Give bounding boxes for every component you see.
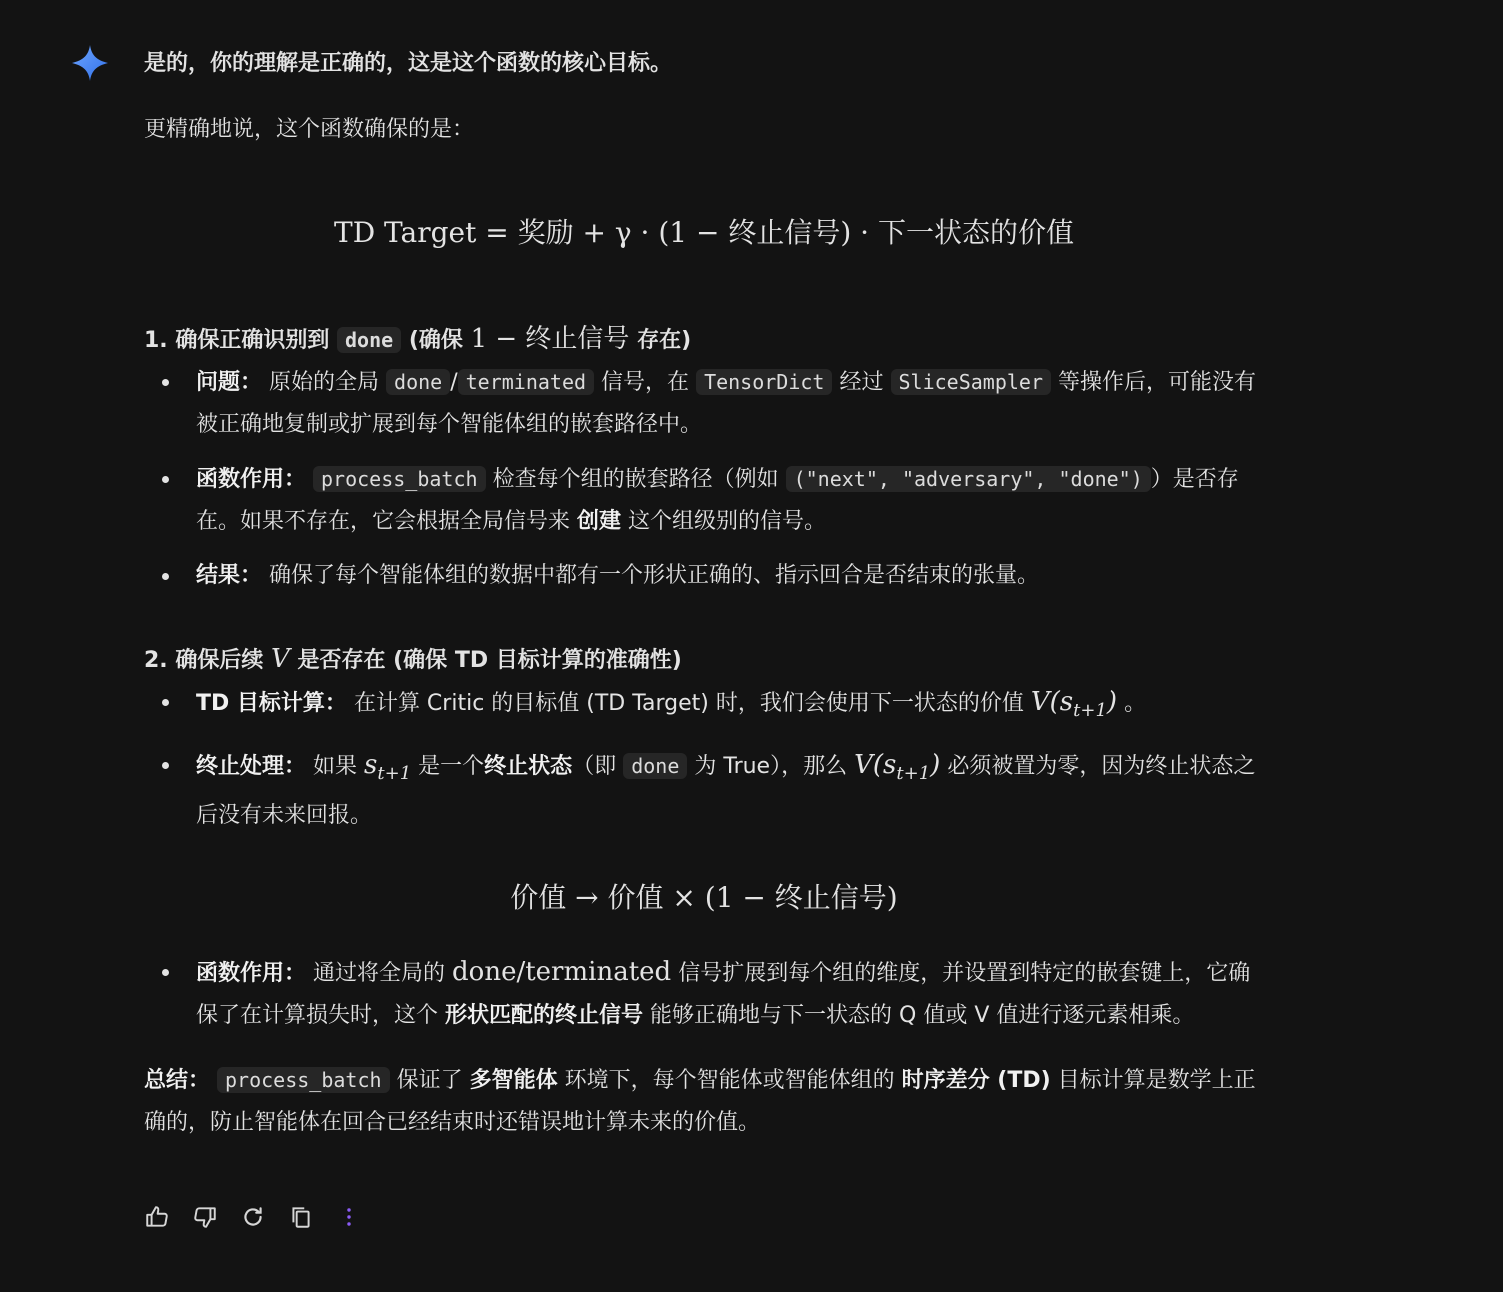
- section-1-list: [144, 361, 1264, 597]
- intro-text: 更精确地说，这个函数确保的是：: [144, 117, 475, 142]
- inline-math: 1 − 终止信号: [470, 324, 630, 354]
- inline-code: TensorDict: [696, 369, 832, 395]
- section-1-heading: 1. 确保正确识别到 done (确保 1 − 终止信号 存在): [144, 324, 692, 354]
- inline-code: terminated: [458, 369, 594, 395]
- list-item: 结果： 确保了每个智能体组的数据中都有一个形状正确的、指示回合是否结束的张量。: [144, 555, 1264, 597]
- inline-math: done/terminated: [452, 957, 672, 988]
- list-item: 终止处理： 如果 $s_{t+1}$ 是一个终止状态（即 done 为 True），那么 $V(s_{t+1})$ 必须被置为零，因为终止状态之后没有未来回报。: [144, 744, 1264, 837]
- inline-math: $V(s_{t+1})$: [854, 750, 941, 785]
- copy-button[interactable]: [288, 1204, 314, 1230]
- inline-code: ("next", "adversary", "done"): [786, 466, 1151, 492]
- inline-math: V: [271, 644, 290, 674]
- inline-code: process_batch: [313, 466, 486, 492]
- inline-code: process_batch: [217, 1067, 390, 1093]
- inline-code: SliceSampler: [891, 369, 1052, 395]
- value-equation: 价值 → 价值 × (1 − 终止信号): [510, 881, 898, 915]
- thumbs-up-button[interactable]: [144, 1204, 170, 1230]
- section-2-list-continued: [144, 951, 1264, 1037]
- summary-paragraph: 总结： process_batch 保证了 多智能体 环境下，每个智能体或智能体组的 时序差分 (TD) 目标计算是数学上正确的，防止智能体在回合已经结束时还错误地计算未来的价值。: [144, 1068, 1256, 1136]
- response-actions: [144, 1202, 362, 1232]
- regenerate-button[interactable]: [240, 1204, 266, 1230]
- more-icon: [336, 1204, 362, 1230]
- thumbs-up-icon: [144, 1204, 170, 1230]
- thumbs-down-icon: [192, 1204, 218, 1230]
- td-target-equation: TD Target = 奖励 + γ · (1 − 终止信号) · 下一状态的价值: [334, 216, 1074, 249]
- list-item: TD 目标计算： 在计算 Critic 的目标值 (TD Target) 时，我们会使用下一状态的价值 $V(s_{t+1})$ 。: [144, 681, 1264, 732]
- inline-code: done: [337, 327, 401, 353]
- response-title: 是的，你的理解是正确的，这是这个函数的核心目标。: [144, 51, 673, 76]
- list-item: 问题： 原始的全局 done / terminated 信号，在 TensorDict 经过 SliceSampler 等操作后，可能没有被正确地复制或扩展到每个智能体组的嵌套路径中。: [144, 361, 1264, 446]
- more-options-button[interactable]: [336, 1204, 362, 1230]
- section-2-list: [144, 681, 1264, 837]
- thumbs-down-button[interactable]: [192, 1204, 218, 1230]
- gemini-sparkle-icon: [70, 43, 110, 83]
- section-2-heading: 2. 确保后续 V 是否存在 (确保 TD 目标计算的准确性): [144, 644, 682, 674]
- list-item: 函数作用： process_batch 检查每个组的嵌套路径（例如 ("next", "adversary", "done") ）是否存在。如果不存在，它会根据全局信号来 创建 这个组级别的信号。: [144, 458, 1264, 543]
- inline-math: $s_{t+1}$: [364, 750, 412, 785]
- response-body: [144, 44, 1264, 1144]
- list-item: 函数作用： 通过将全局的 done/terminated 信号扩展到每个组的维度，并设置到特定的嵌套键上，它确保了在计算损失时，这个 形状匹配的终止信号 能够正确地与下一状态的 Q 值或 V 值进行逐元素相乘。: [144, 951, 1264, 1037]
- inline-code: done: [386, 369, 450, 395]
- regenerate-icon: [240, 1204, 266, 1230]
- inline-code: done: [623, 753, 687, 779]
- copy-icon: [288, 1204, 314, 1230]
- inline-math: $V(s_{t+1})$: [1030, 687, 1118, 722]
